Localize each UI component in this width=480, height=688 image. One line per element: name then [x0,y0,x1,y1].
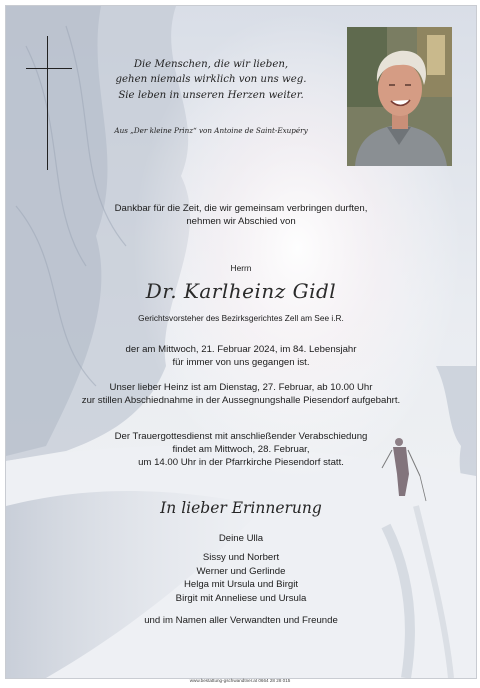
farewell-line: zur stillen Abschiednahme in der Aussegnungshalle Piesendorf aufgebahrt. [81,395,401,407]
deceased-name: Dr. Karlheinz Gidl [145,279,337,303]
closing-line: und im Namen aller Verwandten und Freunde [144,615,338,626]
family-member: Birgit mit Anneliese und Ursula [175,592,307,604]
service-line: findet am Mittwoch, 28. Februar, [172,444,310,456]
farewell-line: Unser lieber Heinz ist am Dienstag, 27. Februar, ab 10.00 Uhr [109,382,373,393]
memory-heading: In lieber Erinnerung [160,499,322,517]
service-line: um 14.00 Uhr in der Pfarrkirche Piesendorf statt. [138,457,344,469]
obituary-card [5,5,477,679]
family-member: Deine Ulla [218,533,264,544]
quote-line: gehen niemals wirklich von uns weg. [115,74,307,86]
salutation: Herrn [230,263,252,273]
portrait-photo [347,27,452,166]
intro-text [6,202,476,228]
service-line: Der Trauergottesdienst mit anschließender Verabschiedung [114,431,368,442]
family-member: Werner und Gerlinde [196,565,286,577]
service-notice [6,430,476,470]
family-list [6,532,476,605]
intro-line: nehmen wir Abschied von [186,216,296,228]
footer-contact: www.bestattung-gschwandtner.at 0664 28 28 015 [189,678,291,683]
family-member: Sissy und Norbert [202,552,280,564]
intro-line: Dankbar für die Zeit, die wir gemeinsam verbringen durften, [114,203,368,214]
cross-icon [26,36,72,170]
family-member: Helga mit Ursula und Birgit [183,579,299,591]
death-line: für immer von uns gegangen ist. [172,357,310,369]
quote-line: Sie leben in unseren Herzen weiter. [118,89,304,101]
death-notice [6,343,476,369]
quote-source: Aus „Der kleine Prinz“ von Antoine de Saint-Exupéry [114,126,308,135]
quote-line: Die Menschen, die wir lieben, [133,59,289,70]
quote [76,57,346,103]
deceased-title: Gerichtsvorsteher des Bezirksgerichtes Zell am See i.R. [138,313,344,323]
death-line: der am Mittwoch, 21. Februar 2024, im 84. Lebensjahr [125,344,357,355]
farewell-notice [6,381,476,407]
